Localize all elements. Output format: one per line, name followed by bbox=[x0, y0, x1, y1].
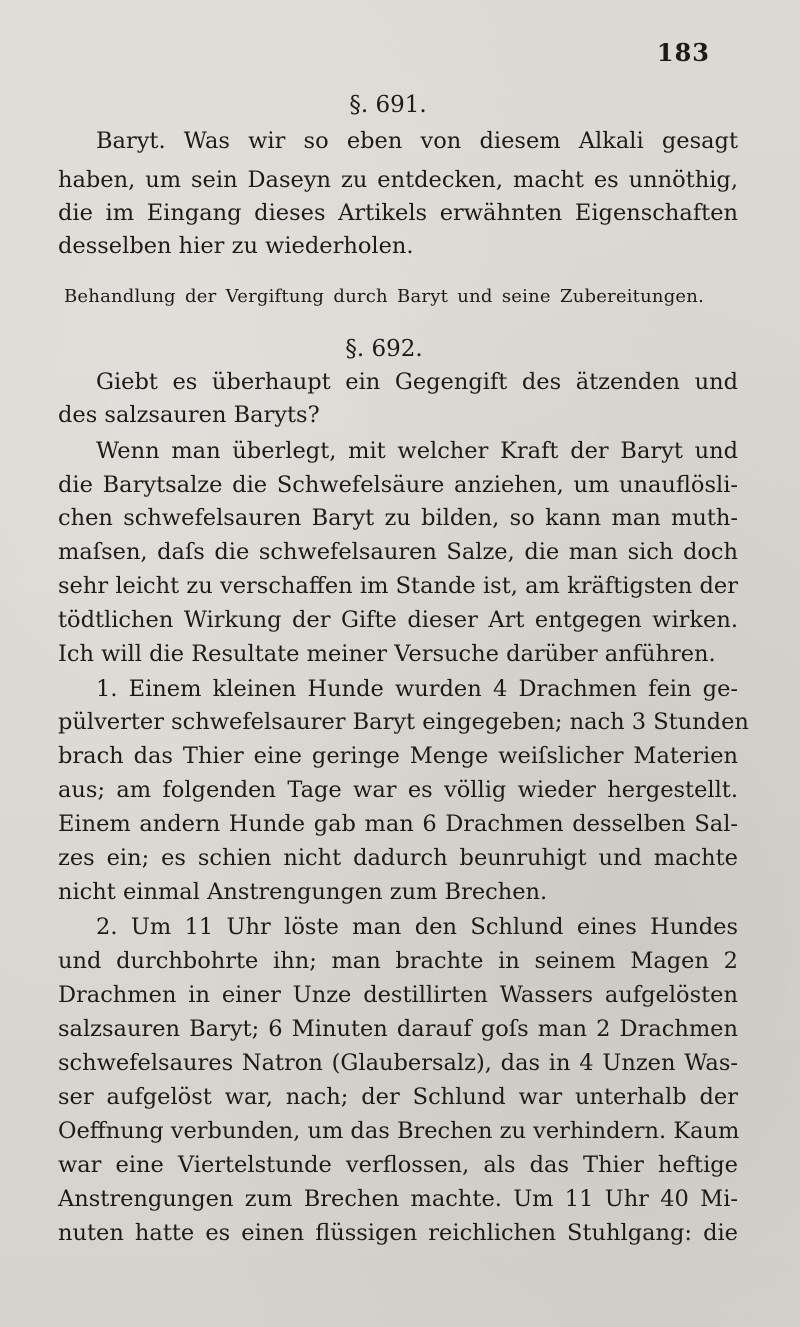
text-line: Wenn man überlegt, mit welcher Kraft der Baryt und bbox=[96, 438, 738, 464]
page-number: 183 bbox=[656, 38, 710, 67]
text-line: zes ein; es schien nicht dadurch beunruhigt und machte bbox=[58, 845, 738, 871]
text-line: nuten hatte es einen flüssigen reichlichen Stuhlgang: die bbox=[58, 1220, 738, 1246]
subheading: Behandlung der Vergiftung durch Baryt und seine Zubereitungen. bbox=[64, 286, 704, 307]
text-line: chen schwefelsauren Baryt zu bilden, so kann man muth- bbox=[58, 505, 738, 531]
text-line: schwefelsaures Natron (Glaubersalz), das in 4 Unzen Was- bbox=[58, 1050, 738, 1076]
text-line: Drachmen in einer Unze destillirten Wassers aufgelösten bbox=[58, 982, 738, 1008]
text-line: brach das Thier eine geringe Menge weiſslicher Materien bbox=[58, 743, 738, 769]
text-line: Oeffnung verbunden, um das Brechen zu verhindern. Kaum bbox=[58, 1118, 740, 1144]
text-line: die im Eingang dieses Artikels erwähnten Eigenschaften bbox=[58, 200, 738, 226]
text-line: pülverter schwefelsaurer Baryt eingegeben; nach 3 Stunden bbox=[58, 709, 749, 735]
text-line: Anstrengungen zum Brechen machte. Um 11 Uhr 40 Mi- bbox=[58, 1186, 738, 1212]
text-line: des salzsauren Baryts? bbox=[58, 402, 320, 428]
section-692-heading: §. 692. bbox=[345, 336, 423, 362]
text-line: war eine Viertelstunde verflossen, als das Thier heftige bbox=[58, 1152, 738, 1178]
text-line: aus; am folgenden Tage war es völlig wieder hergestellt. bbox=[58, 777, 738, 803]
text-line: desselben hier zu wiederholen. bbox=[58, 233, 414, 259]
text-line: die Barytsalze die Schwefelsäure anziehen, um unauflösli- bbox=[58, 472, 738, 498]
text-line: haben, um sein Daseyn zu entdecken, macht es unnöthig, bbox=[58, 167, 738, 193]
text-line: 1. Einem kleinen Hunde wurden 4 Drachmen fein ge- bbox=[96, 676, 738, 702]
text-line: sehr leicht zu verschaffen im Stande ist, am kräftigsten der bbox=[58, 573, 738, 599]
text-line: ser aufgelöst war, nach; der Schlund war unterhalb der bbox=[58, 1084, 738, 1110]
text-line: nicht einmal Anstrengungen zum Brechen. bbox=[58, 879, 548, 905]
text-line: und durchbohrte ihn; man brachte in seinem Magen 2 bbox=[58, 948, 738, 974]
text-line: Giebt es überhaupt ein Gegengift des ätzenden und bbox=[96, 369, 738, 395]
section-691-heading: §. 691. bbox=[349, 92, 427, 118]
text-line: tödtlichen Wirkung der Gifte dieser Art entgegen wirken. bbox=[58, 607, 738, 633]
text-line: salzsauren Baryt; 6 Minuten darauf goſs man 2 Drachmen bbox=[58, 1016, 738, 1042]
text-line: 2. Um 11 Uhr löste man den Schlund eines Hundes bbox=[96, 914, 738, 940]
text-line: maſsen, daſs die schwefelsauren Salze, die man sich doch bbox=[58, 539, 738, 565]
text-line: Einem andern Hunde gab man 6 Drachmen desselben Sal- bbox=[58, 811, 738, 837]
text-line: Ich will die Resultate meiner Versuche darüber anführen. bbox=[58, 641, 716, 667]
text-line: Baryt. Was wir so eben von diesem Alkali gesagt bbox=[96, 128, 738, 154]
